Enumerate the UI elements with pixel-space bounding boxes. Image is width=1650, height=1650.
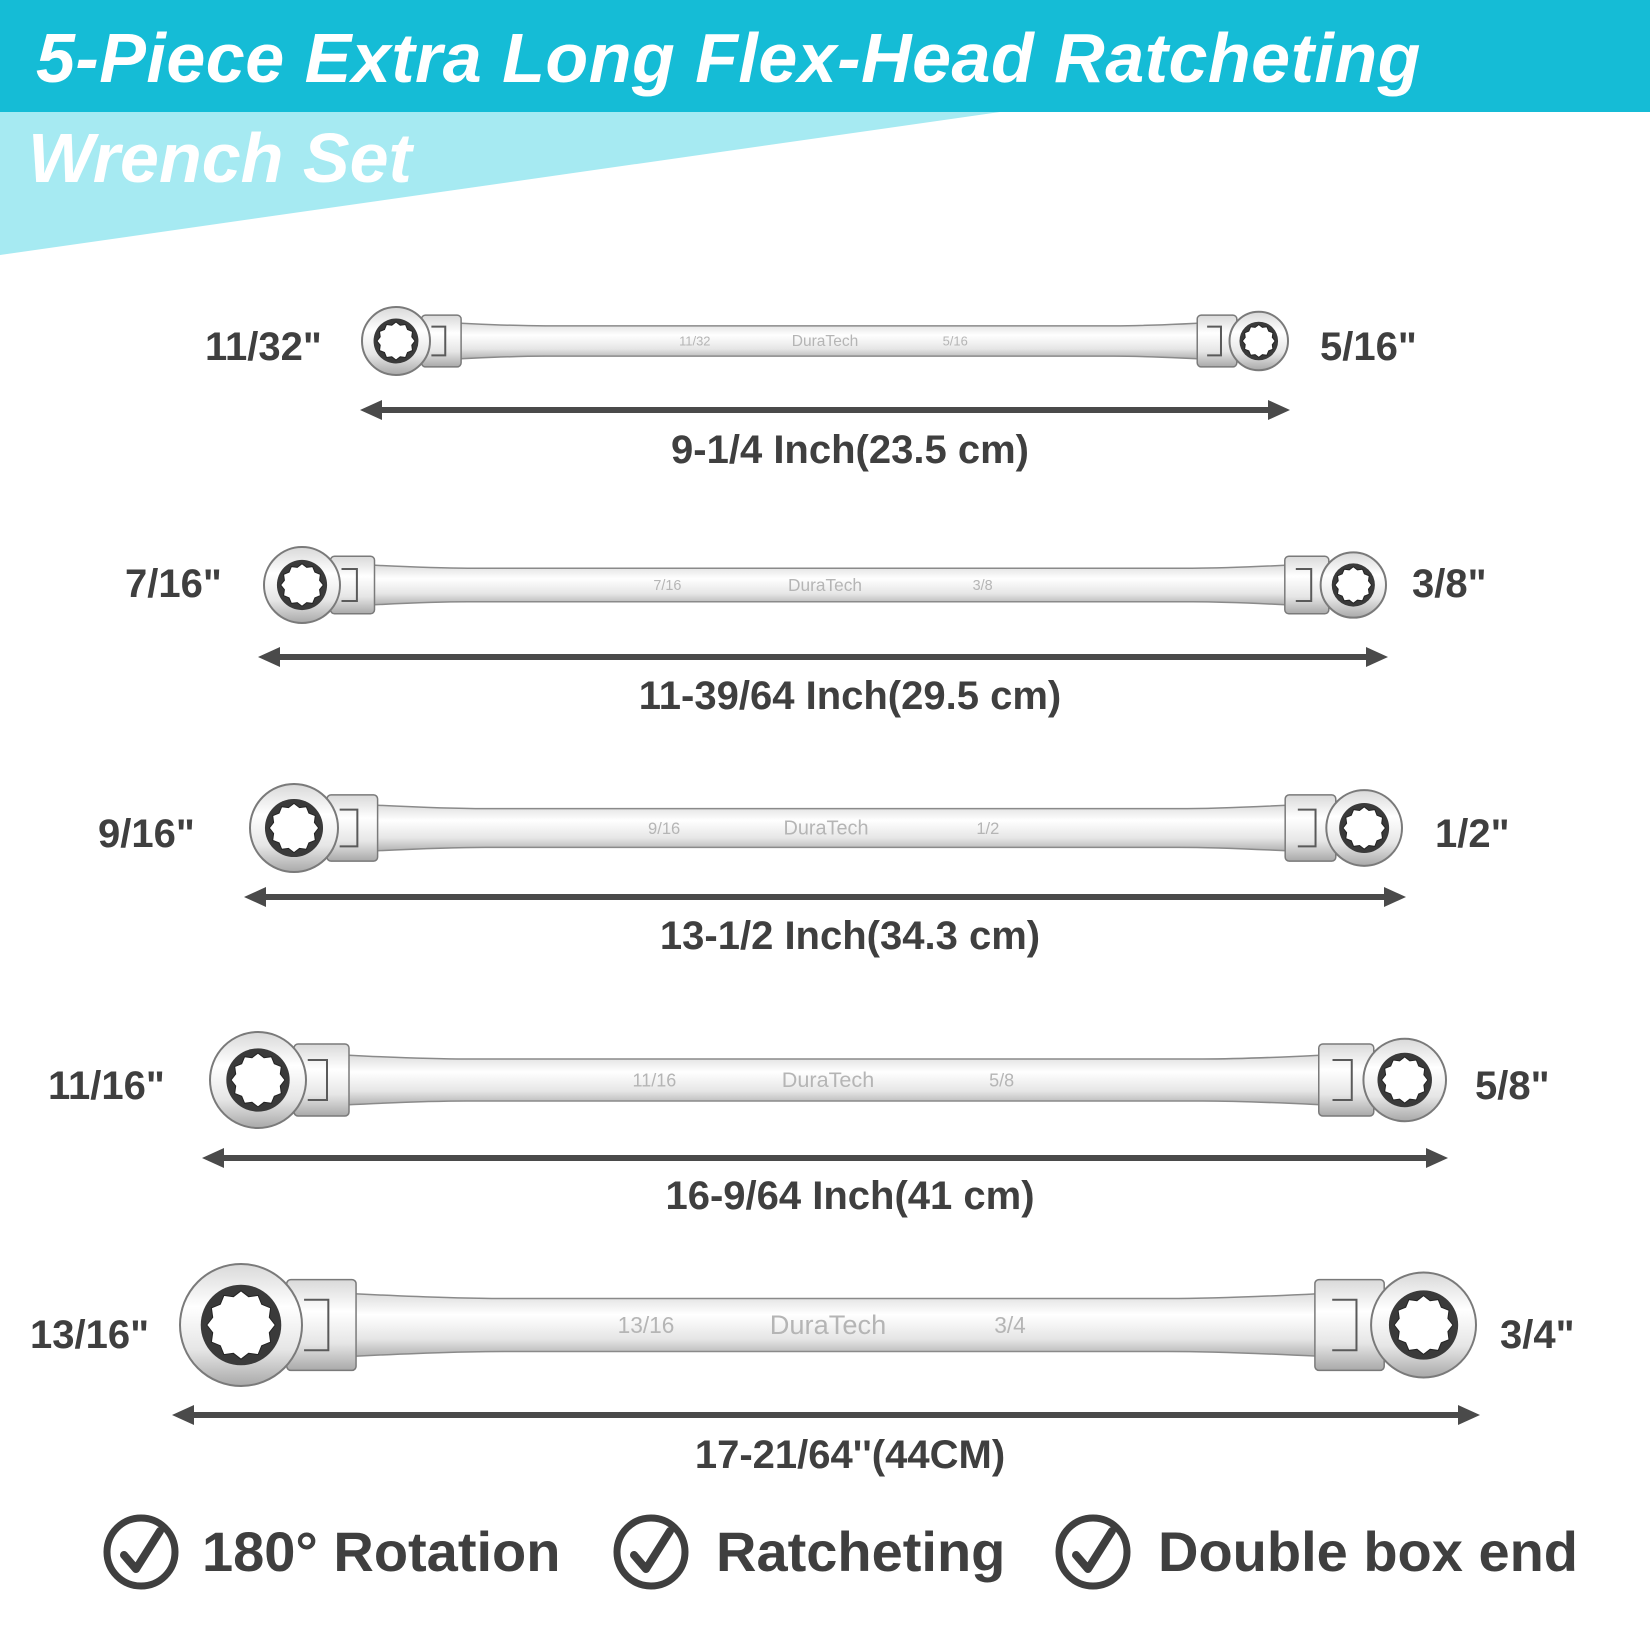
wrench-2-length: 11-39/64 Inch(29.5 cm) — [638, 674, 1062, 718]
wrench-right-box-end — [1326, 790, 1402, 866]
wrench-stamp-brand: DuraTech — [781, 1067, 875, 1093]
wrench-stamp-left: 11/32 — [679, 333, 711, 349]
wrench-2-length-arrow — [258, 645, 1388, 669]
wrench-left-box-end — [264, 547, 340, 623]
wrench-stamp-left: 11/16 — [632, 1070, 677, 1091]
feature-label: Double box end — [1158, 1520, 1578, 1583]
page-title: 5-Piece Extra Long Flex-Head Ratcheting — [36, 19, 1421, 97]
wrench-4-length: 16-9/64 Inch(41 cm) — [665, 1174, 1035, 1218]
wrench-stamp-brand: DuraTech — [788, 574, 862, 595]
wrench-right-box-end — [1371, 1273, 1476, 1378]
wrench-2-right-size: 3/8" — [1412, 562, 1487, 606]
wrench-drawing — [248, 782, 1404, 874]
wrench-stamp-right: 5/8 — [989, 1070, 1015, 1091]
wrench-stamp-right: 5/16 — [942, 333, 968, 349]
wrench-drawing — [360, 305, 1290, 377]
wrench-left-box-end — [250, 784, 338, 872]
wrench-5-length: 17-21/64''(44CM) — [694, 1433, 1006, 1477]
wrench-1-length-arrow — [360, 398, 1290, 422]
wrench-1-image — [360, 305, 1290, 382]
wrench-stamp-right: 3/8 — [972, 578, 993, 595]
wrench-4-right-size: 5/8" — [1475, 1064, 1550, 1108]
wrench-5-image — [178, 1262, 1478, 1393]
wrench-right-box-end — [1230, 312, 1288, 370]
feature-list — [0, 1505, 1650, 1605]
check-circle-icon — [612, 1513, 690, 1591]
feature-double-box-end — [1054, 1505, 1614, 1595]
wrench-1-right-size: 5/16" — [1320, 325, 1417, 369]
feature-label: Ratcheting — [716, 1520, 1006, 1583]
wrench-left-box-end — [210, 1032, 306, 1128]
wrench-stamp-left: 9/16 — [648, 818, 681, 838]
wrench-3-left-size: 9/16" — [98, 812, 195, 856]
wrench-3-length-arrow — [244, 885, 1406, 909]
wrench-1-length: 9-1/4 Inch(23.5 cm) — [671, 428, 1029, 472]
wrench-drawing — [208, 1030, 1448, 1130]
wrench-drawing — [178, 1262, 1478, 1388]
wrench-stamp-left: 13/16 — [617, 1311, 675, 1338]
wrench-left-box-end — [180, 1264, 302, 1386]
wrench-5-length-arrow — [172, 1403, 1480, 1427]
wrench-4-left-size: 11/16" — [48, 1064, 165, 1108]
page-subtitle: Wrench Set — [28, 119, 412, 197]
wrench-stamp-right: 3/4 — [994, 1311, 1026, 1338]
wrench-3-image — [248, 782, 1404, 879]
wrench-1-left-size: 11/32" — [205, 325, 322, 369]
wrench-5-right-size: 3/4" — [1500, 1313, 1575, 1357]
wrench-5-left-size: 13/16" — [30, 1313, 150, 1357]
check-circle-icon — [1054, 1513, 1132, 1591]
wrench-stamp-brand: DuraTech — [783, 817, 869, 840]
wrench-left-box-end — [362, 307, 430, 375]
wrench-3-right-size: 1/2" — [1435, 812, 1510, 856]
feature-label: 180° Rotation — [202, 1520, 561, 1583]
wrench-2-image — [262, 545, 1388, 630]
feature-ratcheting — [612, 1505, 1012, 1595]
wrench-right-box-end — [1321, 552, 1386, 617]
wrench-stamp-brand: DuraTech — [791, 333, 859, 351]
wrench-drawing — [262, 545, 1388, 625]
wrench-right-box-end — [1363, 1039, 1446, 1122]
wrench-3-length: 13-1/2 Inch(34.3 cm) — [659, 914, 1041, 958]
wrench-stamp-brand: DuraTech — [769, 1309, 887, 1341]
check-circle-icon — [102, 1513, 180, 1591]
wrench-4-image — [208, 1030, 1448, 1135]
wrench-4-length-arrow — [202, 1146, 1448, 1170]
wrench-stamp-right: 1/2 — [976, 818, 1000, 838]
wrench-2-left-size: 7/16" — [125, 562, 222, 606]
wrench-stamp-left: 7/16 — [653, 578, 682, 595]
feature-180-rotation — [102, 1505, 562, 1595]
